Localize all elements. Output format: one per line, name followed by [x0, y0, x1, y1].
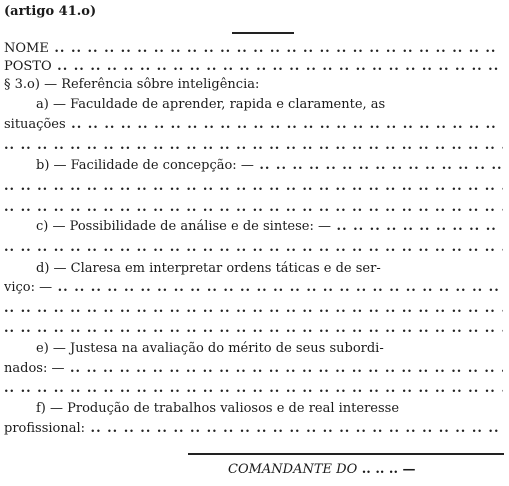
- item-b: [36, 157, 503, 175]
- item-a-line2: [4, 116, 503, 134]
- item-d-line1: d) — Claresa em interpretar ordens táticas e de ser-: [36, 261, 381, 276]
- dotted-line: [4, 239, 503, 257]
- dotted-line: [4, 320, 503, 338]
- nome-field: [4, 40, 503, 58]
- article-reference: (artigo 41.o): [4, 4, 97, 19]
- item-e-line2: [4, 360, 503, 378]
- dotted-line: [4, 137, 503, 155]
- nome-label: NOME: [4, 41, 49, 56]
- posto-label: POSTO: [4, 59, 52, 74]
- signature-line: [188, 453, 504, 455]
- dotted-line: [4, 178, 503, 196]
- item-a-line1: a) — Faculdade de aprender, rapida e claramente, as: [36, 97, 386, 112]
- item-c-text: c) — Possibilidade de análise e de sintese: —: [36, 219, 331, 234]
- item-f-line1: f) — Produção de trabalhos valiosos e de real interesse: [36, 401, 400, 416]
- item-f-line2: [4, 420, 503, 438]
- item-e-line1: e) — Justesa na avaliação do mérito de seus subordi-: [36, 341, 384, 356]
- dotted-line: [4, 300, 503, 318]
- item-d-line2: [4, 279, 503, 297]
- header-divider: [232, 32, 294, 34]
- dotted-line: [4, 380, 503, 398]
- posto-field: [4, 58, 503, 76]
- item-f-line2-text: profissional:: [4, 421, 86, 436]
- item-d-line2-text: viço: —: [4, 280, 53, 295]
- item-e-line2-text: nados: —: [4, 361, 65, 376]
- dotted-line: [4, 199, 503, 217]
- signature-label: COMANDANTE DO: [228, 462, 358, 477]
- item-a-line2-text: situações: [4, 117, 66, 132]
- section-title: § 3.o) — Referência sôbre inteligência:: [4, 77, 260, 92]
- signature-block: COMANDANTE DO .. .. .. —: [228, 462, 416, 477]
- item-c: [36, 218, 503, 236]
- item-b-text: b) — Facilidade de concepção: —: [36, 158, 254, 173]
